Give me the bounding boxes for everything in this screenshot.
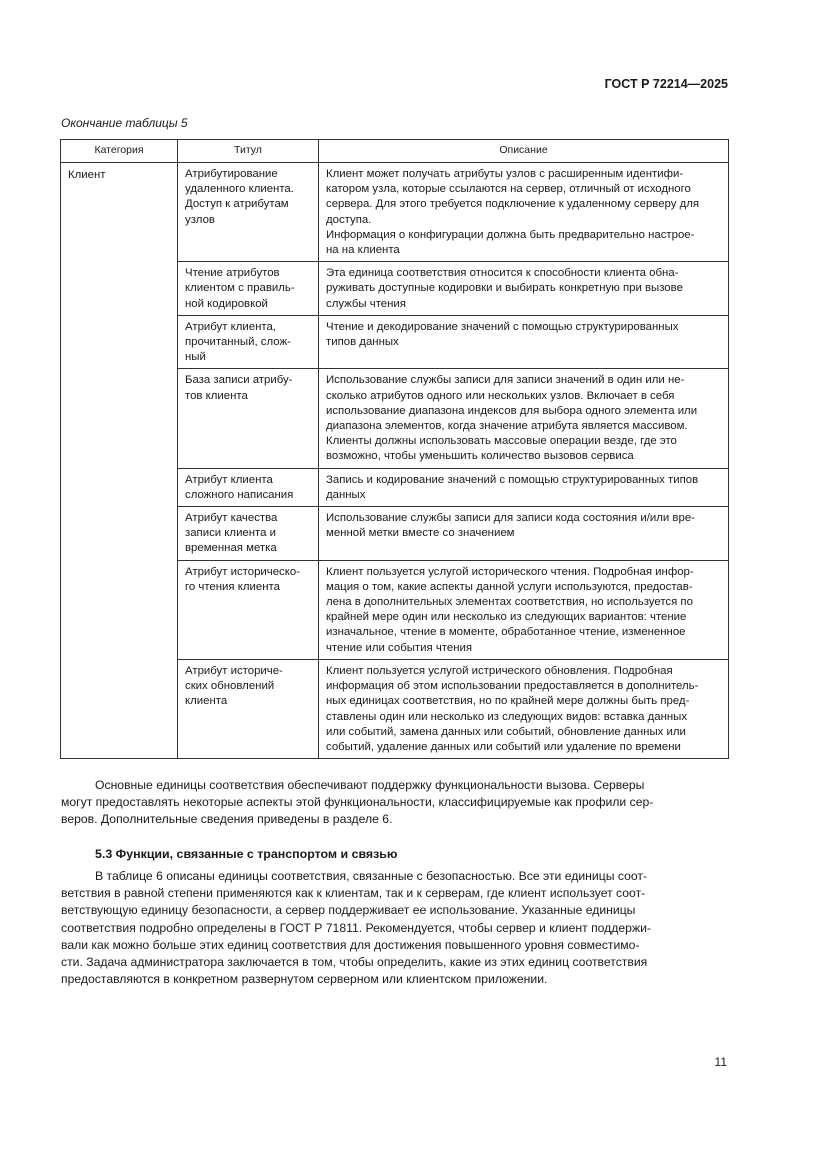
paragraph-line: ветствующую единицу безопасности, а сервер поддерживает ее использование. Указанные единицы <box>61 903 636 918</box>
title-line: клиента <box>185 695 228 708</box>
title-cell <box>178 315 319 369</box>
description-line: лена в дополнительных элементах соответствия, но используется по <box>326 596 693 609</box>
description-line: ных единицах соответствия, но по крайней мере должны быть пред- <box>326 695 690 708</box>
category-cell: Клиент <box>61 163 178 759</box>
description-line: изначальное, чтение в моменте, обработанное чтение, измененное <box>326 626 686 639</box>
description-line: данных <box>326 488 366 501</box>
description-line: менной метки вместе со значением <box>326 527 515 540</box>
paragraph-line: В таблице 6 описаны единицы соответствия, связанные с безопасностью. Все эти единицы соот- <box>95 869 648 883</box>
description-cell <box>319 560 729 659</box>
title-line: узлов <box>185 213 215 226</box>
description-line: Клиенты должны использовать массовые операции везде, где это <box>326 435 677 448</box>
description-line: диапазона элементов, когда значение атрибута является массивом. <box>326 420 688 433</box>
title-line: Атрибут историче- <box>185 664 283 677</box>
paragraph-line: вали как можно больше этих единиц соответствия для достижения повышенного уровня совместимо- <box>61 937 640 952</box>
description-line: сколько атрибутов одного или нескольких узлов. Включает в себя <box>326 389 675 402</box>
description-cell <box>319 262 729 316</box>
description-line: ставлены один или несколько из следующих видов: вставка данных <box>326 710 688 723</box>
paragraph-line: могут предоставлять некоторые аспекты этой функциональности, классифицируемые как профили сер- <box>61 795 654 810</box>
paragraph-line: Основные единицы соответствия обеспечивают поддержку функциональности вызова. Серверы <box>95 778 645 792</box>
title-cell <box>178 659 319 758</box>
paragraph-line: предоставляются в конкретном развернутом серверном или клиентском приложении. <box>61 972 548 987</box>
paragraph-line: сти. Задача администратора заключается в том, чтобы определить, какие из этих единиц соответствия <box>61 955 648 970</box>
table-caption: Окончание таблицы 5 <box>61 116 188 130</box>
description-line: возможно, чтобы уменьшить количество вызовов сервиса <box>326 450 634 463</box>
description-line: Информация о конфигурации должна быть предварительно настрое- <box>326 228 695 241</box>
title-cell <box>178 507 319 561</box>
description-line: мация о том, какие аспекты данной услуги используются, предостав- <box>326 580 693 593</box>
conformance-units-table <box>60 139 729 759</box>
description-cell <box>319 315 729 369</box>
title-line: сложного написания <box>185 488 294 501</box>
title-line: ный <box>185 351 206 364</box>
title-line: клиентом с правиль- <box>185 282 295 295</box>
title-line: записи клиента и <box>185 527 277 540</box>
description-line: руживать доступные кодировки и выбирать конкретную при вызове <box>326 282 683 295</box>
description-line: Клиент может получать атрибуты узлов с расширенным идентифи- <box>326 168 684 180</box>
description-line: службы чтения <box>326 297 406 310</box>
document-standard-header: ГОСТ Р 72214—2025 <box>604 77 728 91</box>
description-line: крайней мере один или несколько из следующих вариантов: чтение <box>326 611 687 624</box>
description-line: Запись и кодирование значений с помощью структурированных типов <box>326 473 699 486</box>
description-line: катором узла, которые ссылаются на сервер, отличный от исходного <box>326 183 691 196</box>
description-line: чтение или события чтения <box>326 641 473 654</box>
title-line: удаленного клиента. <box>185 183 294 196</box>
description-line: информация об этом использовании предоставляется в дополнитель- <box>326 680 699 693</box>
section-heading: 5.3 Функции, связанные с транспортом и связью <box>95 847 398 861</box>
column-header-description: Описание <box>319 140 729 163</box>
title-cell <box>178 369 319 468</box>
column-header-title: Титул <box>178 140 319 163</box>
title-line: Атрибут клиента <box>185 473 273 486</box>
description-line: доступа. <box>326 213 372 226</box>
title-line: ной кодировкой <box>185 297 268 310</box>
description-cell <box>319 659 729 758</box>
description-line: сервера. Для этого требуется подключение к удаленному серверу для <box>326 198 700 211</box>
description-line: Использование службы записи для записи кода состояния и/или вре- <box>326 512 695 525</box>
title-line: прочитанный, слож- <box>185 336 291 349</box>
description-cell <box>319 369 729 468</box>
title-line: го чтения клиента <box>185 580 280 593</box>
paragraph-line: веров. Дополнительные сведения приведены в разделе 6. <box>61 812 393 827</box>
title-line: Атрибут клиента, <box>185 320 276 333</box>
title-line: Доступ к атрибутам <box>185 198 289 211</box>
column-header-category: Категория <box>61 140 178 163</box>
paragraph-security-units <box>61 868 728 988</box>
title-line: База записи атрибу- <box>185 374 293 387</box>
title-cell <box>178 163 319 262</box>
table-header-row <box>61 140 729 163</box>
description-line: типов данных <box>326 336 399 349</box>
description-line: Клиент пользуется услугой исторического чтения. Подробная инфор- <box>326 565 694 578</box>
description-cell <box>319 507 729 561</box>
title-cell <box>178 468 319 506</box>
title-line: Атрибутирование <box>185 168 278 180</box>
title-line: временная метка <box>185 542 277 555</box>
title-line: тов клиента <box>185 389 248 402</box>
description-line: Эта единица соответствия относится к способности клиента обна- <box>326 267 679 280</box>
table-row <box>61 163 729 262</box>
title-cell <box>178 560 319 659</box>
title-line: Атрибут качества <box>185 512 278 525</box>
paragraph-line: соответствия подробно определены в ГОСТ Р 71811. Рекомендуется, чтобы сервер и клиент поддержи- <box>61 920 651 935</box>
description-line: на на клиента <box>326 244 400 257</box>
description-line: Чтение и декодирование значений с помощью структурированных <box>326 320 679 333</box>
title-cell <box>178 262 319 316</box>
description-line: использование диапазона индексов для выбора одного элемента или <box>326 404 698 417</box>
page-number: 11 <box>714 1055 727 1069</box>
paragraph-conformance-units <box>61 777 728 829</box>
paragraph-line: ветствия в равной степени применяются как к клиентам, так и к серверам, где клиент использует соот- <box>61 886 646 901</box>
description-cell <box>319 468 729 506</box>
description-line: Клиент пользуется услугой истрического обновления. Подробная <box>326 664 673 677</box>
title-line: Чтение атрибутов <box>185 267 280 280</box>
description-cell <box>319 163 729 262</box>
description-line: событий, удаление данных или событий или удаление по времени <box>326 740 681 753</box>
description-line: или событий, замена данных или событий, обновление данных или <box>326 725 686 738</box>
title-line: Атрибут историческо- <box>185 565 300 578</box>
description-line: Использование службы записи для записи значений в один или не- <box>326 374 685 387</box>
title-line: ских обновлений <box>185 680 275 693</box>
